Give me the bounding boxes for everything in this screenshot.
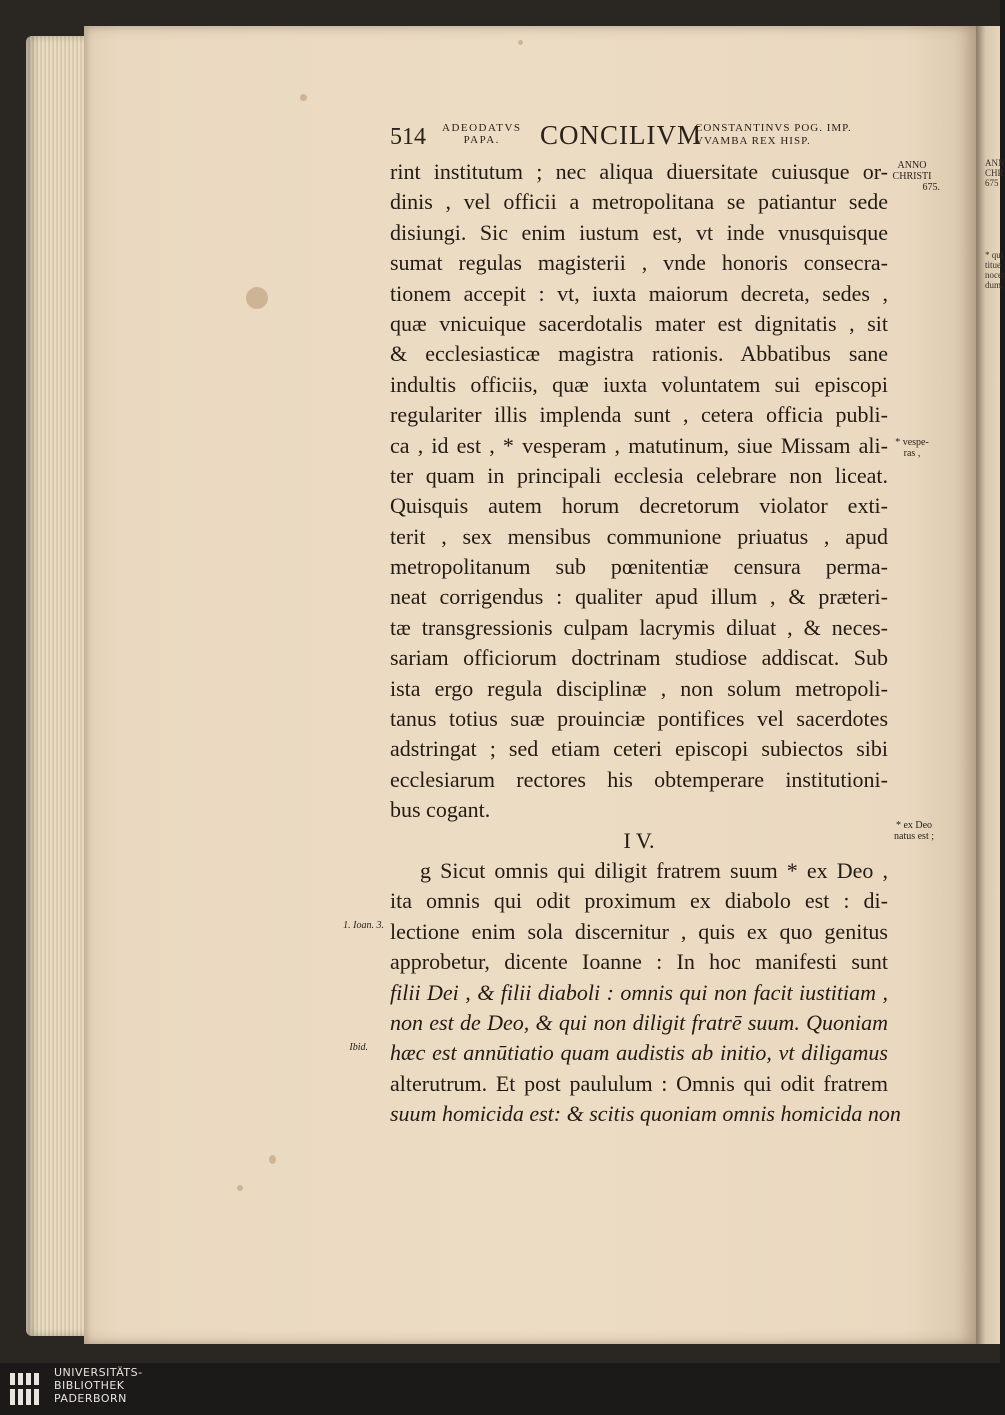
margin-note-anno: ANNO CHRISTI 675. xyxy=(892,160,940,193)
next-page-fragment-anno: ANN CHR 675 xyxy=(985,158,1005,188)
paper-stain xyxy=(237,1185,243,1191)
paper-stain xyxy=(300,94,307,101)
library-name: UNIVERSITÄTS- BIBLIOTHEK PADERBORN xyxy=(54,1366,143,1405)
margin-note-ioan: 1. Ioan. 3. xyxy=(343,920,384,931)
text-line: indultis officiis, quæ iuxta voluntatem sui episcopi xyxy=(390,371,888,397)
next-page-fragment-note: * qui titue nocet dum, xyxy=(985,250,1005,290)
text-line: quæ vnicuique sacerdotalis mater est dignitatis , sit xyxy=(390,310,888,336)
text-line: regulariter illis implenda sunt , cetera officia publi- xyxy=(390,402,888,428)
book-fore-edge xyxy=(26,36,84,1336)
paper-stain xyxy=(518,40,523,45)
text-line: filii Dei , & filii diaboli : omnis qui non facit iustitiam , xyxy=(390,979,888,1005)
text-line: non est de Deo, & qui non diligit fratrē suum. Quoniam xyxy=(390,1009,888,1035)
text-line: rint institutum ; nec aliqua diuersitate cuiusque or- xyxy=(390,159,888,184)
running-head-left: ADEODATVS PAPA. xyxy=(442,122,522,146)
margin-note-ibid: Ibid. xyxy=(349,1042,368,1053)
margin-note-ex-deo: * ex Deo natus est ; xyxy=(894,820,934,842)
text-line: Quisquis autem horum decretorum violator exti- xyxy=(390,493,888,519)
text-line: tanus totius suæ prouinciæ pontifices vel sacerdotes xyxy=(390,706,888,732)
text-line: ista ergo regula disciplinæ , non solum metropoli- xyxy=(390,675,888,701)
text-line: disiungi. Sic enim iustum est, vt inde vnusquisque xyxy=(390,219,888,245)
text-line: & ecclesiasticæ magistra rationis. Abbatibus sane xyxy=(390,341,888,367)
paper-stain xyxy=(246,287,268,309)
university-library-logo-icon xyxy=(8,1371,44,1407)
text-line: metropolitanum sub pœnitentiæ censura perma- xyxy=(390,554,888,580)
text-line: suum homicida est: & scitis quoniam omnis homicida non xyxy=(390,1101,901,1127)
next-page-gutter xyxy=(976,26,1000,1344)
text-line: tæ transgressionis culpam lacrymis diluat , & neces- xyxy=(390,614,888,640)
text-line: hæc est annūtiatio quam audistis ab initio, vt diligamus xyxy=(390,1040,888,1066)
text-line: neat corrigendus : qualiter apud illum , & præteri- xyxy=(390,584,888,610)
paper-stain xyxy=(269,1155,276,1164)
section-number: I V. xyxy=(623,827,655,853)
text-line: sariam officiorum doctrinam studiose addiscat. Sub xyxy=(390,645,888,671)
text-line: sumat regulas magisterii , vnde honoris consecra- xyxy=(390,250,888,276)
text-line: terit , sex mensibus communione priuatus , apud xyxy=(390,523,888,549)
text-line: ita omnis qui odit proximum ex diabolo est : di- xyxy=(390,888,888,914)
text-line: alterutrum. Et post paululum : Omnis qui odit fratrem xyxy=(390,1070,888,1096)
running-head-title: CONCILIVM xyxy=(540,120,702,150)
running-head xyxy=(390,118,860,158)
page-number: 514 xyxy=(390,124,426,150)
text-line: approbetur, dicente Ioanne : In hoc manifesti sunt xyxy=(390,949,888,975)
text-line: ter quam in principali ecclesia celebrare non liceat. xyxy=(390,462,888,488)
text-line: lectione enim sola discernitur , quis ex quo genitus xyxy=(390,918,888,944)
text-line: tionem accepit : vt, iuxta maiorum decreta, sedes , xyxy=(390,280,888,306)
running-head-right: CONSTANTINVS POG. IMP. VVAMBA REX HISP. xyxy=(695,122,852,147)
text-line: dinis , vel officii a metropolitana se patiantur sede xyxy=(390,189,888,215)
text-line: bus cogant. xyxy=(390,797,491,823)
text-line: adstringat ; sed etiam ceteri episcopi subiectos sibi xyxy=(390,736,888,762)
body-text xyxy=(390,157,901,1130)
text-line: ecclesiarum rectores his obtemperare institutioni- xyxy=(390,766,888,792)
margin-note-vesperas: * vespe- ras , xyxy=(895,437,929,459)
text-line: ca , id est , * vesperam , matutinum, siue Missam ali- xyxy=(390,432,888,458)
library-footer xyxy=(0,1363,1000,1415)
text-line: g Sicut omnis qui diligit fratrem suum * ex Deo , xyxy=(420,857,888,883)
